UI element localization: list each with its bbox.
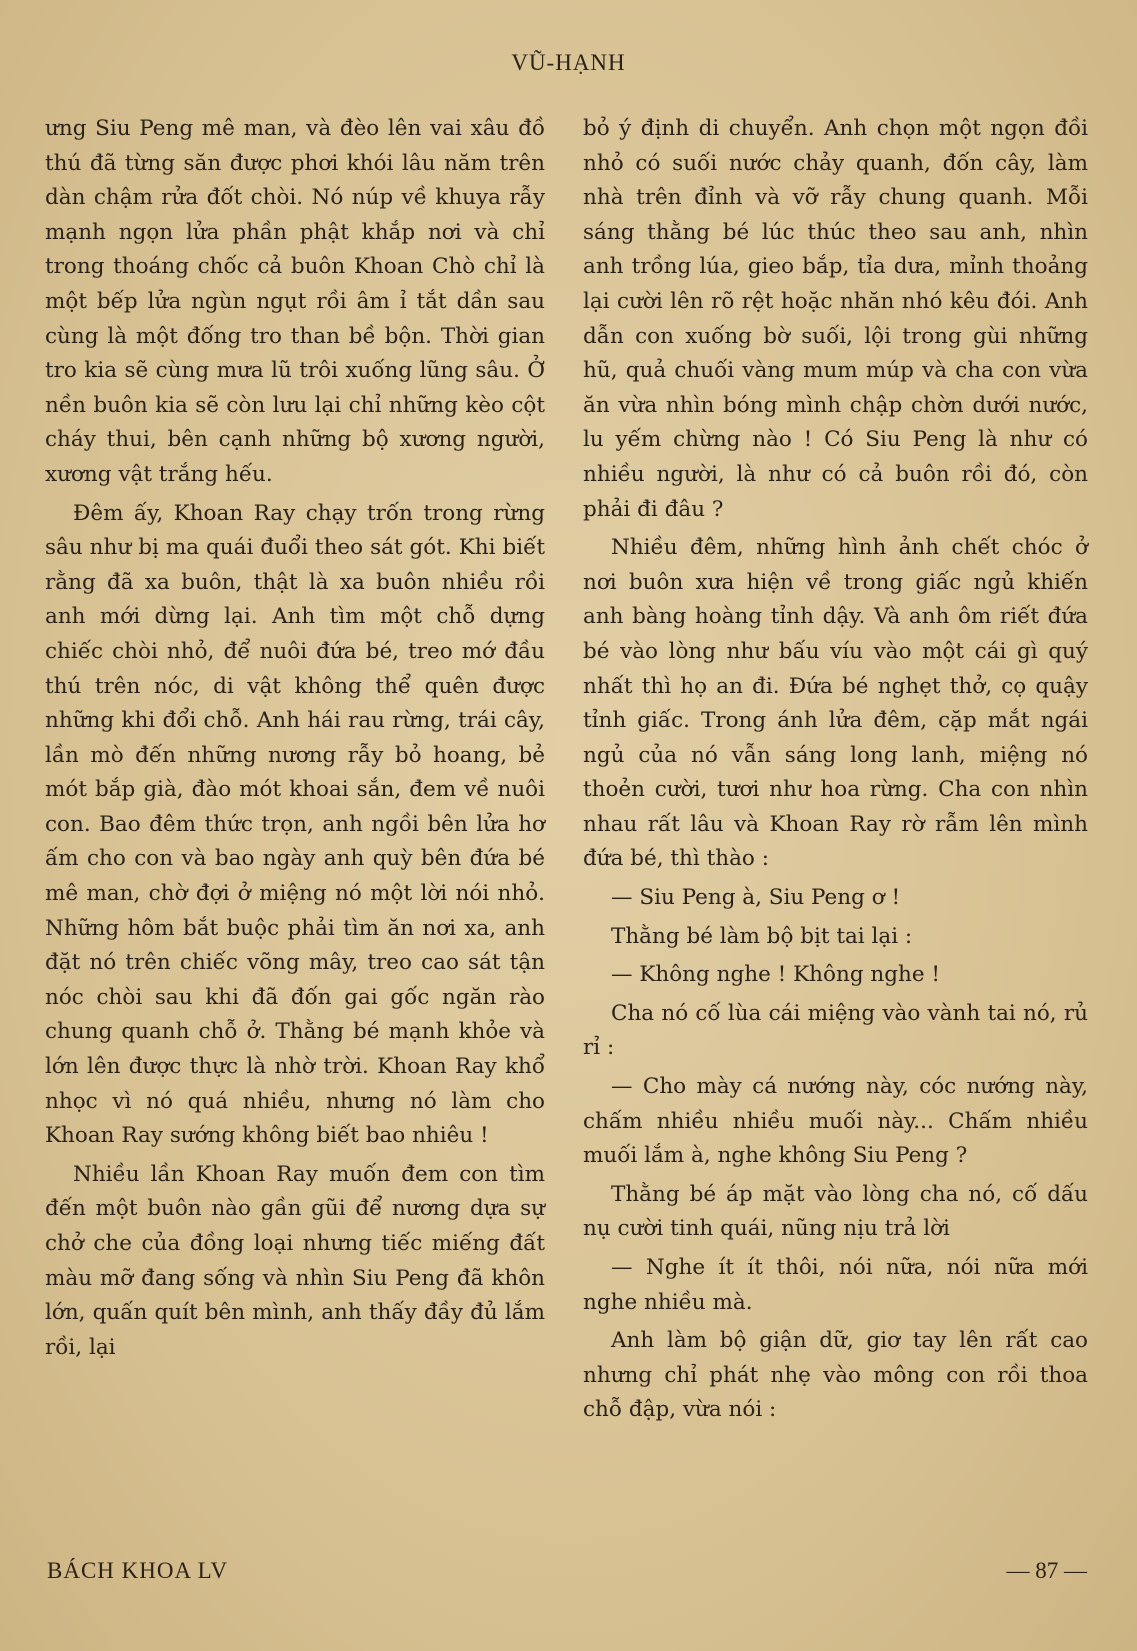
dialogue-line: — Không nghe ! Không nghe ! [611,962,941,988]
paragraph: Nhiều đêm, những hình ảnh chết chóc ở nơi buôn xưa hiện về trong giấc ngủ khiến anh bàng hoàng tỉnh dậy. Và anh ôm riết đứa bé vào lòng như bấu víu vào một cái gì quý nhất thì họ an đi. Đứa bé nghẹt thở, cọ quậy tỉnh giấc. Trong ánh lửa đêm, cặp mắt ngái ngủ của nó vẫn sáng long lanh, miệng nó thoẻn cười, tươi như hoa rừng. Cha con nhìn nhau rất lâu và Khoan Ray rờ rẫm lên mình đứa bé, thì thào : [583,535,1088,872]
paragraph: ưng Siu Peng mê man, và đèo lên vai xâu đồ thú đã từng săn được phơi khói lâu năm trên dàn chậm rửa đốt chòi. Nó núp về khuya rẫy mạnh ngọn lửa phần phật khắp nơi và chỉ trong thoáng chốc cả buôn Khoan Chò chỉ là một bếp lửa ngùn ngụt rồi âm ỉ tắt dần sau cùng là một đống tro than bề bộn. Thời gian tro kia sẽ cùng mưa lũ trôi xuống lũng sâu. Ở nền buôn kia sẽ còn lưu lại chỉ những kèo cột cháy thui, bên cạnh những bộ xương người, xương vật trắng hếu. [45,116,545,487]
right-column [583,112,1088,1428]
paragraph: Thằng bé áp mặt vào lòng cha nó, cố dấu nụ cười tinh quái, nũng nịu trả lời [583,1181,1088,1242]
running-title: VŨ-HẠNH [511,50,626,75]
page-number: — 87 — [1006,1558,1087,1583]
dialogue-line: — Cho mày cá nướng này, cóc nướng này, chấm nhiều nhiều muối này... Chấm nhiều muối lắm à, nghe không Siu Peng ? [583,1074,1088,1169]
dialogue-line: — Nghe ít ít thôi, nói nữa, nói nữa mới nghe nhiều mà. [583,1255,1088,1315]
paragraph: Nhiều lần Khoan Ray muốn đem con tìm đến một buôn nào gần gũi để nương dựa sự chở che của đồng loại nhưng tiếc miếng đất màu mỡ đang sống và nhìn Siu Peng đã khôn lớn, quấn quít bên mình, anh thấy đầy đủ lắm rồi, lại [45,1161,545,1360]
paragraph: Anh làm bộ giận dữ, giơ tay lên rất cao nhưng chỉ phát nhẹ vào mông con rồi thoa chỗ đập, vừa nói : [583,1328,1088,1423]
paragraph: Cha nó cố lùa cái miệng vào vành tai nó, rủ rỉ : [583,1000,1088,1061]
magazine-name: BÁCH KHOA LV [47,1558,229,1583]
paragraph: Đêm ấy, Khoan Ray chạy trốn trong rừng sâu như bị ma quái đuổi theo sát gót. Khi biết rằng đã xa buôn, thật là xa buôn nhiều rồi anh mới dừng lại. Anh tìm một chỗ dựng chiếc chòi nhỏ, để nuôi đứa bé, treo mớ đầu thú trên nóc, di vật không thể quên được những khi đổi chỗ. Anh hái rau rừng, trái cây, lần mò đến những nương rẫy bỏ hoang, bẻ mót bắp già, đào mót khoai sắn, đem về nuôi con. Bao đêm thức trọn, anh ngồi bên lửa hơ ấm cho con và bao ngày anh quỳ bên đứa bé mê man, chờ đợi ở miệng nó một lời nói nhỏ. Những hôm bắt buộc phải tìm ăn nơi xa, anh đặt nó trên chiếc võng mây, treo cao sát tận nóc chòi sau khi đã đốn gai gốc ngăn rào chung quanh chỗ ở. Thằng bé mạnh khỏe và lớn lên được thực là nhờ trời. Khoan Ray khổ nhọc vì nó quá nhiều, nhưng nó làm cho Khoan Ray sướng không biết bao nhiêu ! [45,500,545,1149]
paragraph: Thằng bé làm bộ bịt tai lại : [611,923,913,949]
dialogue-line: — Siu Peng à, Siu Peng ơ ! [611,885,901,911]
paragraph: bỏ ý định di chuyển. Anh chọn một ngọn đồi nhỏ có suối nước chảy quanh, đốn cây, làm nhà trên đỉnh và vỡ rẫy chung quanh. Mỗi sáng thằng bé lúc thúc theo sau anh, nhìn anh trồng lúa, gieo bắp, tỉa dưa, mỉnh thoảng lại cười lên rõ rệt hoặc nhăn nhó kêu đói. Anh dẫn con xuống bờ suối, lội trong gùi những hũ, quả chuối vàng mum múp và cha con vừa ăn vừa nhìn bóng mình chập chờn dưới nước, lu yếm chừng nào ! Có Siu Peng là như có nhiều người, là như có cả buôn rồi đó, còn phải đi đâu ? [583,116,1088,522]
left-column [45,112,545,1365]
